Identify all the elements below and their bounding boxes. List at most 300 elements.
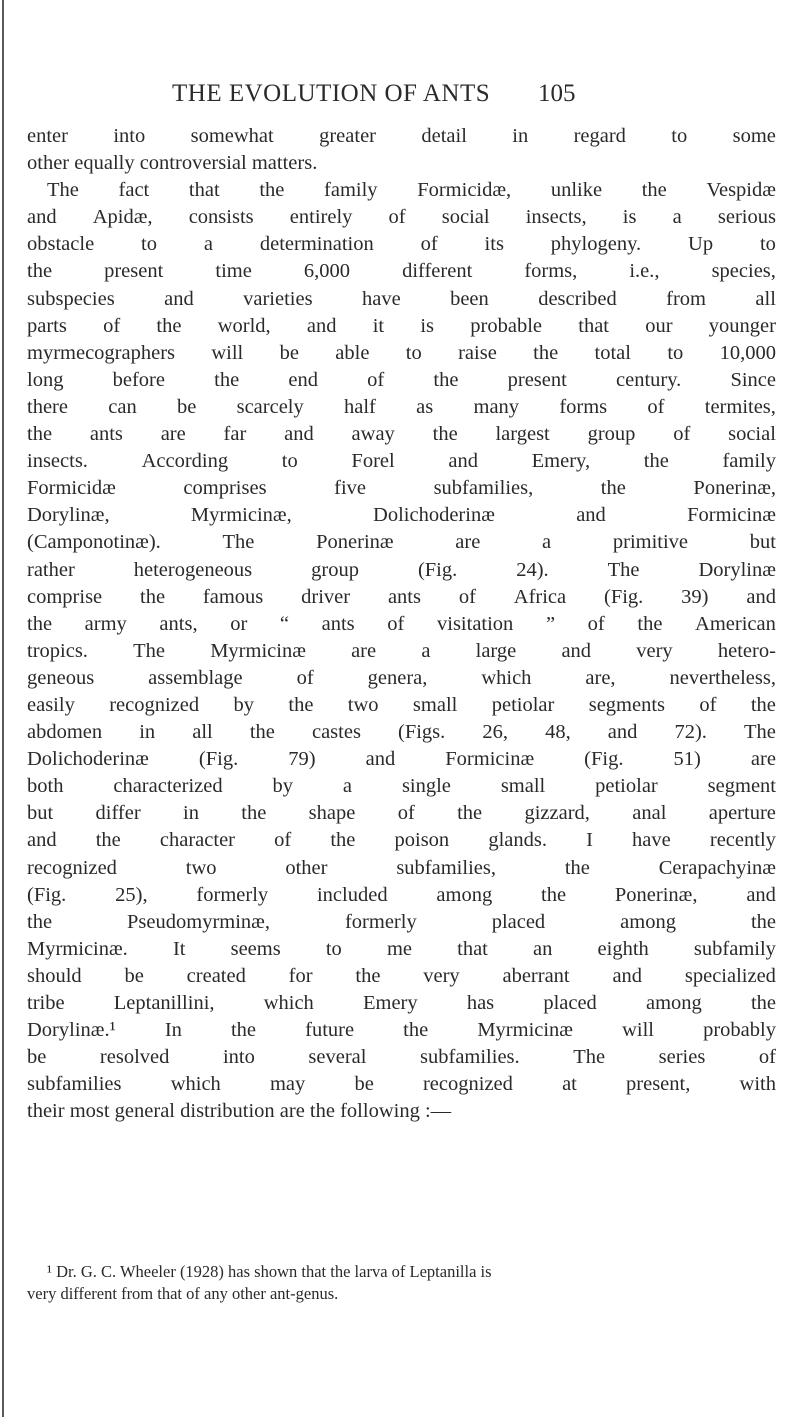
word: the bbox=[433, 368, 459, 391]
word: that bbox=[457, 937, 488, 960]
word: detail bbox=[421, 125, 467, 147]
page-number: 105 bbox=[538, 80, 576, 107]
word: a bbox=[421, 639, 431, 662]
word: many bbox=[473, 395, 520, 418]
word: in bbox=[512, 125, 529, 147]
word: can bbox=[108, 395, 137, 418]
word: single bbox=[401, 775, 451, 798]
word: of bbox=[397, 802, 415, 825]
word: i.e., bbox=[629, 260, 660, 283]
word: the bbox=[27, 910, 53, 933]
word: the bbox=[27, 612, 53, 635]
word: driver bbox=[301, 585, 351, 608]
word: recognized bbox=[27, 856, 117, 879]
word: of bbox=[673, 423, 691, 446]
text-line bbox=[27, 1071, 776, 1098]
word: the bbox=[564, 856, 590, 879]
word: the bbox=[541, 883, 567, 906]
word: is bbox=[420, 314, 435, 337]
text-line bbox=[27, 313, 776, 340]
text-line bbox=[27, 231, 776, 258]
word: Formicinæ bbox=[687, 504, 776, 527]
word: family bbox=[324, 179, 378, 202]
word: the bbox=[643, 450, 669, 473]
text-line bbox=[27, 557, 776, 584]
word: varieties bbox=[243, 287, 313, 310]
word: The bbox=[133, 639, 165, 662]
word: the bbox=[288, 693, 314, 716]
word: According bbox=[141, 450, 229, 473]
text-line bbox=[27, 1044, 776, 1071]
word: to bbox=[325, 937, 342, 960]
body-text bbox=[27, 123, 776, 1125]
text-line bbox=[27, 1017, 776, 1044]
word: specialized bbox=[684, 964, 776, 987]
word: forms, bbox=[524, 260, 578, 283]
word: regard bbox=[573, 125, 626, 147]
word: Myrmicinæ bbox=[477, 1019, 573, 1042]
word: Apidæ, bbox=[92, 206, 153, 229]
word: included bbox=[316, 883, 388, 906]
word: insects. bbox=[27, 450, 88, 473]
word: insects, bbox=[525, 206, 587, 229]
word: enter bbox=[27, 125, 68, 147]
word: segment bbox=[707, 775, 776, 798]
word: ants bbox=[387, 585, 421, 608]
word: present bbox=[507, 368, 567, 391]
word: long bbox=[27, 368, 64, 391]
text-line bbox=[27, 529, 776, 556]
word: present bbox=[104, 260, 164, 283]
word: It bbox=[172, 937, 186, 960]
text-line bbox=[27, 421, 776, 448]
word: and bbox=[746, 883, 776, 906]
word: but bbox=[749, 531, 776, 554]
word: other bbox=[285, 856, 328, 879]
word: The bbox=[743, 721, 776, 744]
word: of bbox=[647, 395, 665, 418]
text-line: their most general distribution are the following :— bbox=[27, 1100, 452, 1123]
word: probable bbox=[470, 314, 543, 337]
word: or bbox=[230, 612, 248, 635]
word: to bbox=[405, 341, 422, 364]
word: into bbox=[113, 125, 146, 147]
word: abdomen bbox=[27, 721, 103, 744]
text-line: other equally controversial matters. bbox=[27, 152, 318, 175]
word: (Camponotinæ). bbox=[27, 531, 161, 554]
word: species, bbox=[711, 260, 776, 283]
word: have bbox=[632, 829, 671, 852]
word: Africa bbox=[513, 585, 567, 608]
word: for bbox=[288, 964, 313, 987]
word: I bbox=[586, 829, 593, 852]
word: serious bbox=[717, 206, 776, 229]
word: Dolichoderinæ bbox=[373, 504, 495, 527]
word: castes bbox=[311, 721, 361, 744]
text-line bbox=[27, 340, 776, 367]
word: 72). bbox=[674, 721, 707, 744]
word: genera, bbox=[367, 666, 428, 689]
word: has bbox=[466, 992, 495, 1014]
word: subfamilies, bbox=[396, 856, 496, 879]
word: to bbox=[667, 341, 684, 364]
word: 48, bbox=[545, 721, 571, 744]
word: among bbox=[436, 883, 493, 906]
word: Ponerinæ, bbox=[614, 883, 698, 906]
word: The bbox=[573, 1046, 606, 1069]
word: Myrmicinæ bbox=[210, 639, 306, 662]
word: which bbox=[170, 1073, 221, 1096]
word: Cerapachyinæ bbox=[658, 856, 776, 879]
word: and bbox=[746, 585, 776, 608]
word: determination bbox=[259, 233, 374, 256]
word: anal bbox=[632, 802, 667, 825]
word: entirely bbox=[289, 206, 353, 229]
word: termites, bbox=[704, 395, 776, 418]
word: an bbox=[533, 937, 553, 960]
word: subfamilies. bbox=[420, 1046, 520, 1069]
word: Forel bbox=[351, 450, 395, 473]
word: The bbox=[222, 531, 255, 554]
word: the bbox=[27, 423, 53, 446]
word: series bbox=[658, 1046, 706, 1069]
word: into bbox=[222, 1046, 255, 1069]
word: which bbox=[481, 666, 532, 689]
word: visitation bbox=[437, 612, 514, 635]
word: very bbox=[636, 639, 673, 662]
word: to bbox=[281, 450, 298, 473]
text-line bbox=[27, 909, 776, 936]
word: Myrmicinæ, bbox=[190, 504, 292, 527]
word: the bbox=[214, 368, 240, 391]
running-head bbox=[0, 80, 801, 116]
word: of bbox=[699, 693, 717, 716]
word: (Fig. bbox=[584, 748, 624, 771]
word: the bbox=[249, 721, 275, 744]
word: to bbox=[759, 233, 776, 256]
word: heterogeneous bbox=[133, 558, 253, 581]
word: 6,000 bbox=[303, 260, 350, 283]
word: Since bbox=[730, 368, 776, 391]
word: and bbox=[612, 964, 643, 987]
text-line bbox=[27, 746, 776, 773]
word: of bbox=[587, 612, 605, 635]
word: of bbox=[758, 1046, 776, 1069]
text-line bbox=[27, 258, 776, 285]
text-line bbox=[27, 584, 776, 611]
word: largest bbox=[495, 423, 550, 446]
word: that bbox=[188, 179, 220, 202]
word: time bbox=[215, 260, 252, 283]
text-line bbox=[27, 773, 776, 800]
word: our bbox=[645, 314, 673, 337]
word: 24). bbox=[516, 558, 549, 581]
word: among bbox=[645, 992, 702, 1014]
word: half bbox=[344, 395, 376, 418]
word: Ponerinæ, bbox=[693, 477, 776, 500]
word: family bbox=[722, 450, 776, 473]
word: 39) bbox=[681, 585, 709, 608]
word: world, bbox=[217, 314, 271, 337]
word: group bbox=[311, 558, 359, 581]
word: of bbox=[387, 612, 405, 635]
word: described bbox=[538, 287, 617, 310]
text-line bbox=[27, 855, 776, 882]
word: glands. bbox=[488, 829, 547, 852]
word: parts bbox=[27, 314, 67, 337]
word: be bbox=[124, 964, 144, 987]
word: the bbox=[750, 693, 776, 716]
word: the bbox=[750, 992, 776, 1014]
text-line bbox=[27, 502, 776, 529]
word: the bbox=[95, 829, 121, 852]
text-line bbox=[27, 286, 776, 313]
word: (Fig. bbox=[27, 883, 67, 906]
text-line bbox=[27, 394, 776, 421]
word: from bbox=[666, 287, 706, 310]
word: be bbox=[279, 341, 299, 364]
footnote-line: very different from that of any other ant-genus. bbox=[27, 1284, 339, 1303]
word: there bbox=[27, 395, 68, 418]
word: is bbox=[622, 206, 637, 229]
word: obstacle bbox=[27, 233, 95, 256]
word: Leptanillini, bbox=[113, 992, 215, 1014]
word: Pseudomyrminæ, bbox=[127, 910, 270, 933]
word: and bbox=[607, 721, 638, 744]
word: the bbox=[355, 964, 381, 987]
word: will bbox=[211, 341, 244, 364]
word: poison bbox=[394, 829, 450, 852]
word: (Fig. bbox=[604, 585, 644, 608]
word: the bbox=[641, 179, 667, 202]
word: 79) bbox=[288, 748, 316, 771]
word: small bbox=[412, 693, 458, 716]
word: forms bbox=[559, 395, 608, 418]
word: myrmecographers bbox=[27, 341, 175, 364]
word: Emery, bbox=[531, 450, 591, 473]
word: recently bbox=[709, 829, 776, 852]
word: somewhat bbox=[190, 125, 274, 147]
word: century. bbox=[616, 368, 682, 391]
word: American bbox=[695, 612, 776, 635]
word: younger bbox=[708, 314, 776, 337]
word: a bbox=[672, 206, 682, 229]
word: the bbox=[432, 423, 458, 446]
word: formerly bbox=[196, 883, 269, 906]
word: the bbox=[533, 341, 559, 364]
word: a bbox=[342, 775, 353, 798]
word: phylogeny. bbox=[550, 233, 642, 256]
word: and bbox=[284, 423, 314, 446]
word: of bbox=[420, 233, 438, 256]
word: fact bbox=[118, 179, 150, 202]
word: be bbox=[176, 395, 197, 418]
word: segments bbox=[588, 693, 666, 716]
word: of bbox=[274, 829, 292, 852]
word: all bbox=[192, 721, 213, 744]
word: the bbox=[241, 802, 267, 825]
word: Formicinæ bbox=[445, 748, 535, 771]
word: Emery bbox=[362, 992, 418, 1014]
word: (Fig. bbox=[198, 748, 239, 771]
word: be bbox=[27, 1046, 47, 1069]
word: far bbox=[223, 423, 247, 446]
word: be bbox=[354, 1073, 374, 1096]
word: consists bbox=[188, 206, 254, 229]
text-line bbox=[27, 719, 776, 746]
word: are, bbox=[585, 666, 616, 689]
word: subfamilies bbox=[27, 1073, 122, 1096]
word: the bbox=[637, 612, 663, 635]
word: rather bbox=[27, 558, 75, 581]
word: differ bbox=[95, 802, 141, 825]
word: placed bbox=[491, 910, 546, 933]
text-line bbox=[27, 963, 776, 990]
word: are bbox=[351, 639, 377, 662]
word: geneous bbox=[27, 666, 95, 689]
word: small bbox=[500, 775, 546, 798]
word: able bbox=[335, 341, 370, 364]
word: are bbox=[160, 423, 186, 446]
word: gizzard, bbox=[524, 802, 590, 825]
text-line bbox=[27, 204, 776, 231]
word: of bbox=[458, 585, 476, 608]
word: two bbox=[347, 693, 379, 716]
word: the bbox=[27, 260, 53, 283]
word: 26, bbox=[482, 721, 508, 744]
word: with bbox=[739, 1073, 776, 1096]
word: total bbox=[594, 341, 631, 364]
word: Myrmicinæ. bbox=[27, 937, 128, 960]
word: that bbox=[578, 314, 609, 337]
word: subfamily bbox=[693, 937, 776, 960]
word: Up bbox=[688, 233, 714, 256]
word: eighth bbox=[597, 937, 649, 960]
word: all bbox=[755, 287, 776, 310]
word: very bbox=[423, 964, 460, 987]
word: present, bbox=[626, 1073, 691, 1096]
word: recognized bbox=[422, 1073, 513, 1096]
word: probably bbox=[703, 1019, 776, 1042]
word: subfamilies, bbox=[433, 477, 534, 500]
word: the bbox=[600, 477, 626, 500]
word: subspecies bbox=[27, 287, 115, 310]
word: aberrant bbox=[502, 964, 570, 987]
text-line bbox=[27, 611, 776, 638]
word: (Fig. bbox=[417, 558, 458, 581]
word: famous bbox=[202, 585, 264, 608]
word: Formicidæ, bbox=[417, 179, 512, 202]
word: (Figs. bbox=[398, 721, 446, 744]
word: social bbox=[441, 206, 490, 229]
word: different bbox=[402, 260, 473, 283]
word: nevertheless, bbox=[669, 666, 776, 689]
word: aperture bbox=[708, 802, 776, 825]
word: and bbox=[448, 450, 478, 473]
word: by bbox=[233, 693, 254, 716]
word: comprise bbox=[27, 585, 103, 608]
word: but bbox=[27, 802, 54, 825]
word: the bbox=[156, 314, 182, 337]
word: the bbox=[750, 910, 776, 933]
text-line bbox=[27, 367, 776, 394]
word: at bbox=[562, 1073, 577, 1096]
footnote bbox=[27, 1261, 776, 1305]
word: shape bbox=[308, 802, 356, 825]
word: five bbox=[334, 477, 366, 500]
word: and bbox=[164, 287, 194, 310]
word: The bbox=[47, 179, 79, 202]
word: may bbox=[269, 1073, 306, 1096]
word: will bbox=[622, 1019, 654, 1042]
word: resolved bbox=[99, 1046, 170, 1069]
word: to bbox=[671, 125, 688, 147]
word: away bbox=[351, 423, 395, 446]
word: should bbox=[27, 964, 82, 987]
word: Formicidæ bbox=[27, 477, 116, 500]
word: tribe bbox=[27, 992, 65, 1014]
word: several bbox=[308, 1046, 367, 1069]
word: Dorylinæ bbox=[698, 558, 776, 581]
word: and bbox=[27, 829, 57, 852]
word: In bbox=[164, 1019, 182, 1042]
word: are bbox=[455, 531, 481, 554]
word: and bbox=[306, 314, 337, 337]
word: characterized bbox=[113, 775, 223, 798]
word: both bbox=[27, 775, 64, 798]
word: the bbox=[259, 179, 285, 202]
word: of bbox=[388, 206, 406, 229]
word: the bbox=[330, 829, 356, 852]
word: group bbox=[587, 423, 636, 446]
word: future bbox=[305, 1019, 355, 1042]
word: character bbox=[159, 829, 235, 852]
running-title: THE EVOLUTION OF ANTS bbox=[172, 80, 491, 107]
text-line bbox=[27, 638, 776, 665]
word: comprises bbox=[183, 477, 267, 500]
word: a bbox=[203, 233, 213, 256]
word: ants, bbox=[159, 612, 198, 635]
word: ants bbox=[89, 423, 123, 446]
word: the bbox=[457, 802, 483, 825]
word: 51) bbox=[673, 748, 701, 771]
word: and bbox=[365, 748, 396, 771]
word: ” bbox=[545, 612, 556, 635]
word: of bbox=[296, 666, 314, 689]
word: assemblage bbox=[148, 666, 243, 689]
word: it bbox=[372, 314, 385, 337]
word: its bbox=[484, 233, 504, 256]
text-line bbox=[27, 936, 776, 963]
word: Dorylinæ, bbox=[27, 504, 110, 527]
word: petiolar bbox=[491, 693, 555, 716]
word: end bbox=[288, 368, 318, 391]
text-line bbox=[27, 827, 776, 854]
word: of bbox=[367, 368, 385, 391]
word: been bbox=[450, 287, 489, 310]
word: placed bbox=[543, 992, 597, 1014]
word: formerly bbox=[344, 910, 417, 933]
word: Vespidæ bbox=[706, 179, 776, 202]
word: are bbox=[750, 748, 776, 771]
word: me bbox=[386, 937, 412, 960]
word: ants bbox=[321, 612, 355, 635]
text-line bbox=[27, 448, 776, 475]
text-line bbox=[27, 692, 776, 719]
word: recognized bbox=[109, 693, 200, 716]
text-line bbox=[27, 990, 776, 1017]
footnote-line: ¹ Dr. G. C. Wheeler (1928) has shown that the larva of Leptanilla is bbox=[47, 1262, 492, 1281]
